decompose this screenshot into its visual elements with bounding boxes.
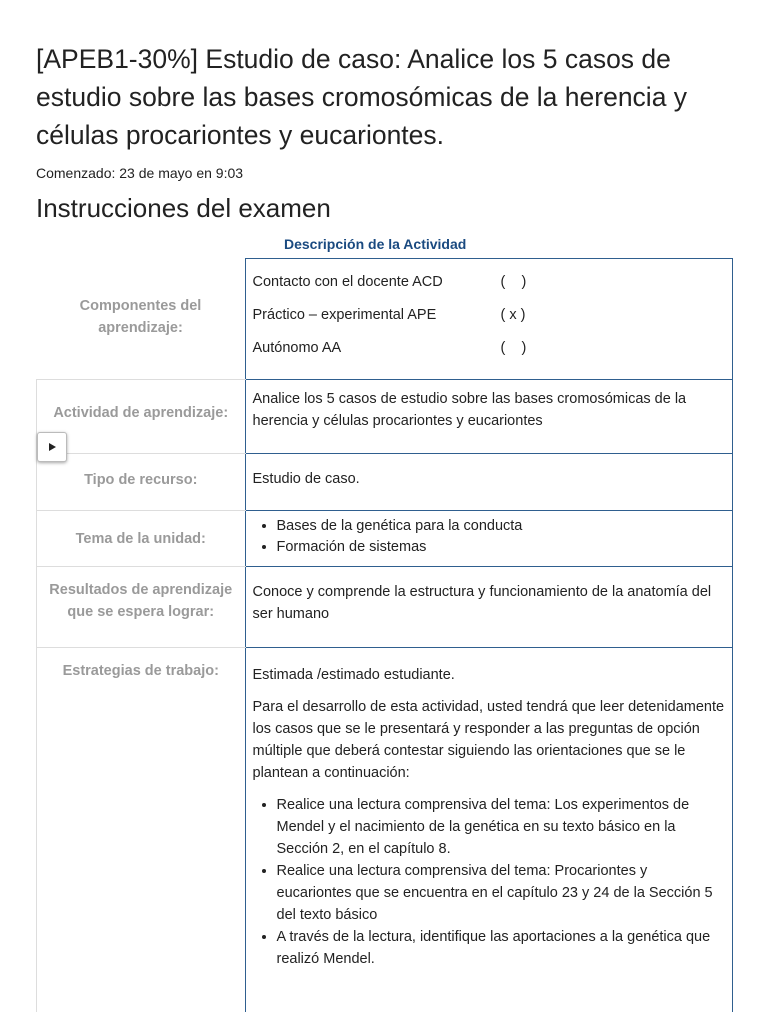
row-label <box>37 648 246 1013</box>
play-triangle-icon <box>48 443 56 451</box>
unit-topic-label: Tema de la unidad: <box>75 531 206 547</box>
resource-type-label: Tipo de recurso: <box>84 472 198 488</box>
strategies-cell <box>245 648 733 1013</box>
component-name: Autónomo AA <box>252 340 342 356</box>
unit-topic-cell <box>245 511 733 567</box>
learning-activity-label-wrap <box>37 380 245 424</box>
row-label <box>37 567 246 648</box>
expected-results-value: Conoce y comprende la estructura y funcionamiento de la anatomía del ser humano <box>245 567 733 648</box>
component-item <box>253 271 727 304</box>
list-item: • Realice una lectura comprensiva del tema: Procariontes y eucariontes que se encuentra en el capítulo 23 y 24 de la Sección 5 del texto básico <box>277 860 727 926</box>
table-row <box>37 454 733 511</box>
component-mark: ( ) <box>500 340 527 356</box>
expected-results-label: Resultados de aprendizaje que se espera lograr: <box>49 582 233 620</box>
activity-table <box>36 258 733 1012</box>
list-item: • A través de la lectura, identifique las aportaciones a la genética que realizó Mendel. <box>277 926 727 970</box>
learning-activity-value: Analice los 5 casos de estudio sobre las bases cromosómicas de la herencia y células procariontes y eucariontes <box>245 380 733 454</box>
components-label: Componentes del aprendizaje: <box>79 297 202 336</box>
strategies-list <box>253 794 727 970</box>
unit-topic-list <box>253 516 727 558</box>
component-name: Práctico – experimental APE <box>252 307 437 323</box>
list-item: • Realice una lectura comprensiva del tema: Los experimentos de Mendel y el nacimiento de la genética en su texto básico en la Sección 2, en el capítulo 8. <box>277 794 727 860</box>
row-label <box>37 511 246 567</box>
list-item: • Formación de sistemas <box>277 537 727 558</box>
table-row <box>37 259 733 380</box>
component-item <box>253 337 727 370</box>
row-label <box>37 454 246 511</box>
table-row <box>37 648 733 1013</box>
component-mark: ( ) <box>500 274 527 290</box>
learning-activity-label: Actividad de aprendizaje: <box>53 405 229 421</box>
table-row <box>37 567 733 648</box>
expand-button[interactable] <box>37 432 67 462</box>
strategies-label: Estrategias de trabajo: <box>62 663 219 679</box>
table-row <box>37 511 733 567</box>
strategies-intro: Para el desarrollo de esta actividad, usted tendrá que leer detenidamente los casos que se le presentará y responder a las preguntas de opción múltiple que deberá contestar siguiendo las orientaciones que se le plantean a continuación: <box>252 699 725 781</box>
component-mark: ( x ) <box>500 307 526 323</box>
page-title: [APEB1-30%] Estudio de caso: Analice los 5 casos de estudio sobre las bases cromosómicas de la herencia y células procariontes y eucariontes. <box>36 44 688 150</box>
resource-type-value: Estudio de caso. <box>245 454 733 511</box>
table-caption: Descripción de la Actividad <box>284 236 467 252</box>
instructions-heading: Instrucciones del examen <box>36 193 331 223</box>
row-label <box>37 259 246 380</box>
strategies-greeting: Estimada /estimado estudiante. <box>252 667 455 683</box>
component-item <box>253 304 727 337</box>
row-label <box>37 380 246 454</box>
component-name: Contacto con el docente ACD <box>252 274 443 290</box>
started-timestamp: Comenzado: 23 de mayo en 9:03 <box>36 165 244 181</box>
components-cell <box>245 259 733 380</box>
table-row <box>37 380 733 454</box>
list-item: • Bases de la genética para la conducta <box>277 516 727 537</box>
